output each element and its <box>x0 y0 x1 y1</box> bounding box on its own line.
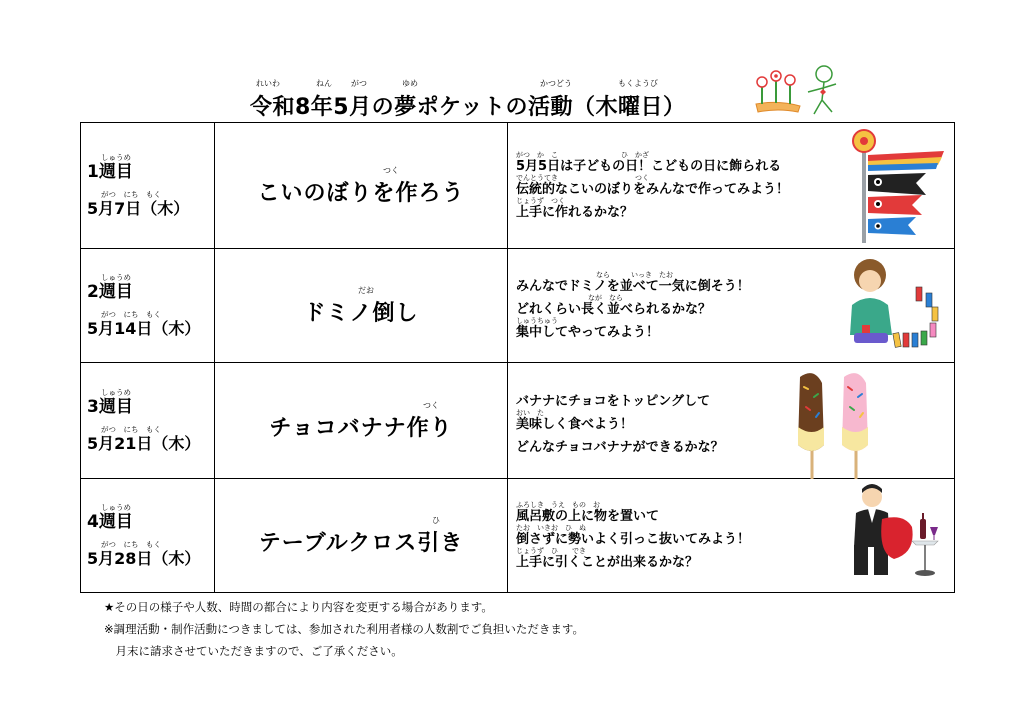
desc-line: どれくらい長く並べられるかな？ <box>516 302 712 317</box>
note-line: 月末に請求させていただきますので、ご了承ください。 <box>104 644 403 658</box>
description-cell <box>508 363 955 479</box>
desc-line: 上手に作れるかな？ <box>516 205 634 220</box>
title-ruby-yume: ゆめ <box>402 79 418 88</box>
week-label: 1週目 <box>87 161 133 182</box>
week-label: 3週目 <box>87 396 133 417</box>
desc-line: 美味しく食べよう！ <box>516 417 634 432</box>
description-lines <box>508 271 798 340</box>
date-cell <box>81 123 215 249</box>
title-ruby <box>250 78 720 90</box>
domino-child-icon <box>836 253 946 357</box>
desc-line: 上手に引くことが出来るかな？ <box>516 555 699 570</box>
date-label: 5月21日（木） <box>87 433 201 453</box>
desc-ruby: ふろしき うえ もの お <box>516 501 600 509</box>
koinobori-icon <box>846 127 946 245</box>
activity-ruby: つく <box>423 400 439 410</box>
date-ruby: がつ にち もく <box>101 424 161 434</box>
activity-cell <box>215 123 508 249</box>
desc-ruby: じょうず つく <box>516 197 565 205</box>
description-cell <box>508 123 955 249</box>
date-label: 5月14日（木） <box>87 318 201 338</box>
description-lines <box>508 501 798 570</box>
description-cell <box>508 479 955 593</box>
choco-banana-icon <box>784 367 884 479</box>
table-row-week-3 <box>81 363 955 479</box>
activity-ruby: つく <box>383 165 399 175</box>
title-ruby-reiwa: れいわ <box>256 79 280 88</box>
activity-ruby: だお <box>358 285 374 295</box>
flower-child-drawing-icon <box>748 62 848 118</box>
table-row-week-4 <box>81 479 955 593</box>
week-ruby: しゅうめ <box>101 387 131 397</box>
desc-ruby: じょうず ひ でき <box>516 547 586 555</box>
date-ruby: がつ にち もく <box>101 539 161 549</box>
activity-cell <box>215 479 508 593</box>
week-ruby: しゅうめ <box>101 272 131 282</box>
description-lines <box>508 151 798 220</box>
desc-ruby: たお いきお ひ ぬ <box>516 524 586 532</box>
table-row-week-2 <box>81 249 955 363</box>
activity-title: ドミノ倒し <box>303 300 419 326</box>
desc-ruby: おい た <box>516 409 544 417</box>
desc-ruby: しゅうちゅう <box>516 317 558 325</box>
week-ruby: しゅうめ <box>101 152 131 162</box>
desc-ruby: なが なら <box>588 294 623 302</box>
date-cell <box>81 479 215 593</box>
date-ruby: がつ にち もく <box>101 309 161 319</box>
week-label: 2週目 <box>87 281 133 302</box>
desc-ruby: なら いっき たお <box>596 271 673 279</box>
table-row-week-1 <box>81 123 955 249</box>
note-line: ※調理活動・制作活動につきましては、参加された利用者様の人数割でご負担いただきます。 <box>104 622 584 636</box>
date-label: 5月7日（木） <box>87 198 190 218</box>
date-label: 5月28日（木） <box>87 548 201 568</box>
desc-line: 伝統的なこいのぼりをみんなで作ってみよう！ <box>516 182 790 197</box>
activity-title: テーブルクロス引き <box>258 530 464 556</box>
week-ruby: しゅうめ <box>101 502 131 512</box>
date-cell <box>81 249 215 363</box>
desc-line: 風呂敷の上に物を置いて <box>516 509 660 524</box>
activity-title: チョコバナナ作り <box>269 415 453 441</box>
footer-notes <box>104 596 584 662</box>
desc-ruby: がつ か こ ひ かざ <box>516 151 649 159</box>
activity-cell <box>215 363 508 479</box>
desc-line: 倒さずに勢いよく引っこ抜いてみよう！ <box>516 532 751 547</box>
desc-line: 集中してやってみよう！ <box>516 325 660 340</box>
desc-ruby: でんとうてき つく <box>516 174 649 182</box>
description-lines <box>508 386 798 455</box>
date-cell <box>81 363 215 479</box>
page-title-block <box>250 78 720 120</box>
page-title: 令和8年5月の夢ポケットの活動（木曜日） <box>250 95 686 120</box>
tablecloth-magician-icon <box>842 483 946 583</box>
schedule-table <box>80 122 955 593</box>
title-ruby-katsudou: かつどう <box>540 79 572 88</box>
desc-line: どんなチョコバナナができるかな？ <box>516 440 724 455</box>
note-line: ★その日の様子や人数、時間の都合により内容を変更する場合があります。 <box>104 600 493 614</box>
title-ruby-mokuyoubi: もくようび <box>618 79 658 88</box>
desc-line: バナナにチョコをトッピングして <box>516 394 710 409</box>
activity-title: こいのぼりを作ろう <box>257 180 465 206</box>
desc-line: みんなでドミノを並べて一気に倒そう！ <box>516 279 750 294</box>
desc-line: 5月5日は子どもの日！こどもの日に飾られる <box>516 159 782 174</box>
date-ruby: がつ にち もく <box>101 189 161 199</box>
title-ruby-nen: ねん <box>316 79 332 88</box>
activity-ruby: ひ <box>432 515 440 525</box>
activity-cell <box>215 249 508 363</box>
title-ruby-gatsu: がつ <box>351 79 367 88</box>
description-cell <box>508 249 955 363</box>
week-label: 4週目 <box>87 511 133 532</box>
